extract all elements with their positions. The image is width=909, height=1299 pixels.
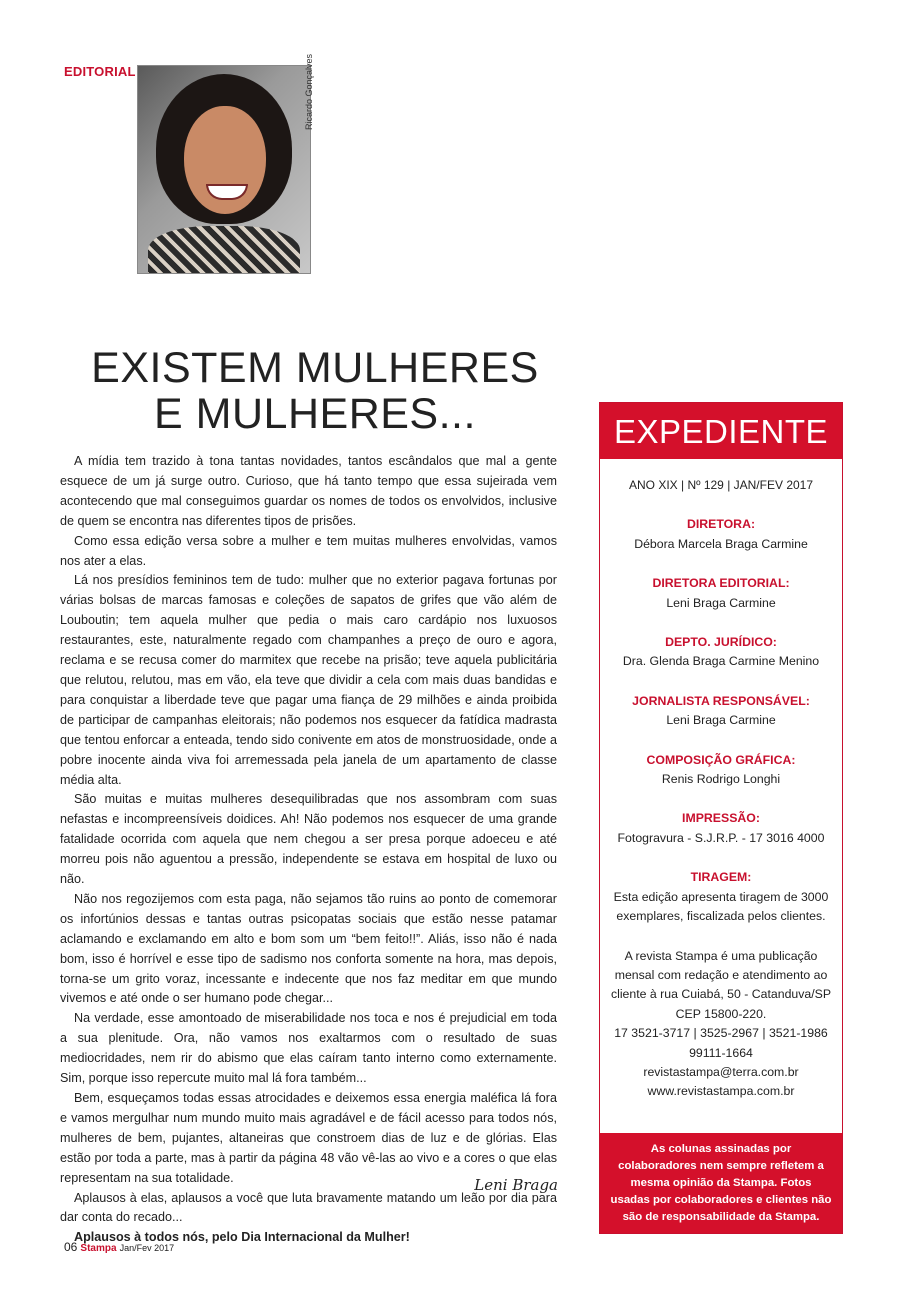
email: revistastampa@terra.com.br <box>643 1064 799 1079</box>
staff-entry <box>600 515 842 554</box>
issue-info: ANO XIX | Nº 129 | JAN/FEV 2017 <box>628 478 814 492</box>
page-footer <box>64 1240 174 1254</box>
article-body <box>60 452 557 1248</box>
staff-entry <box>600 633 842 672</box>
photo-credit: Ricardo Gonçalves <box>304 53 314 130</box>
staff-name: Fotogravura - S.J.R.P. - 17 3016 4000 <box>617 830 825 845</box>
staff-role: DIRETORA EDITORIAL: <box>652 576 790 591</box>
staff-entry <box>600 868 842 926</box>
expediente-title: EXPEDIENTE <box>600 403 842 459</box>
staff-role: TIRAGEM: <box>690 870 752 885</box>
phone-numbers: 17 3521-3717 | 3525-2967 | 3521-1986 <box>614 1026 828 1041</box>
staff-name: Esta edição apresenta tiragem de 3000 exemplares, fiscalizada pelos clientes. <box>613 889 829 924</box>
paragraph: Como essa edição versa sobre a mulher e tem muitas mulheres envolvidas, vamos nos ater a elas. <box>60 533 557 568</box>
staff-name: Renis Rodrigo Longhi <box>661 772 781 787</box>
expediente-box <box>599 402 843 1234</box>
paragraph: São muitas e muitas mulheres desequilibradas que nos assombram com suas nefastas e incompreensíveis doidices. Ah! Não podemos nos esquecer de uma grande fatalidade ocorrida com aquela que nem chegou a ser presa porque adoeceu e até morreu pois não aguentou a pressão, independente se estava em hospital de luxo ou não. <box>60 792 557 887</box>
section-label: EDITORIAL <box>64 64 136 79</box>
paragraph: Aplausos à elas, aplausos a você que luta bravamente matando um leão por dia para dar conta do recado... <box>60 1190 557 1225</box>
closing-line: Aplausos à todos nós, pelo Dia Internacional da Mulher! <box>74 1230 410 1245</box>
staff-role: DEPTO. JURÍDICO: <box>665 635 777 650</box>
magazine-name: Stampa <box>80 1243 117 1254</box>
author-signature: Leni Braga <box>474 1176 558 1194</box>
paragraph: Na verdade, esse amontoado de miserabilidade nos toca e nos é prejudicial em toda a sua plenitude. Ora, não vamos nos exaltarmos com o resultado de suas mediocridades, nem rir do abismo que elas caíram tanto interno como externamente. Sim, porque isso repercute muito mal lá fora também... <box>60 1011 557 1086</box>
headline <box>60 345 570 437</box>
staff-name: Dra. Glenda Braga Carmine Menino <box>622 654 820 669</box>
paragraph: Bem, esqueçamos todas essas atrocidades e deixemos essa energia maléfica lá fora e vamos mergulhar num mundo muito mais agradável e de fácil acesso para todos nós, mulheres de bem, pujantes, altaneiras que constroem dias de luz e de glórias. Elas estão por toda a parte, mas à partir da página 48 vão vê-las ao vivo e a cores o que elas representam na sua totalidade. <box>60 1091 557 1185</box>
staff-entry <box>600 751 842 790</box>
staff-name: Leni Braga Carmine <box>666 595 776 610</box>
staff-entry <box>600 809 842 848</box>
staff-name: Débora Marcela Braga Carmine <box>634 536 808 551</box>
website: www.revistastampa.com.br <box>647 1084 795 1099</box>
page-number: 06 <box>64 1240 78 1254</box>
staff-role: DIRETORA: <box>686 517 756 532</box>
staff-entry <box>600 574 842 613</box>
author-photo <box>137 65 311 274</box>
staff-role: JORNALISTA RESPONSÁVEL: <box>632 693 810 708</box>
staff-role: IMPRESSÃO: <box>682 811 760 826</box>
paragraph: A mídia tem trazido à tona tantas novidades, tantos escândalos que mal a gente esquece de um já surge outro. Curioso, que há tanto tempo que essa sujeirada vem acontecendo que mal conseguimos guardar os nomes de todos os envolvidos, inclusive de quem se encontra nas diferentes tipos de prisões. <box>60 454 557 528</box>
paragraph: Lá nos presídios femininos tem de tudo: mulher que no exterior pagava fortunas por várias bolsas de marcas famosas e coleções de sapatos de grifes que vão além de Louboutin; tem aquela mulher que pedia o mais caro cardápio nos luxuosos restaurantes, este, naturalmente regado com champanhes a preço de ouro e agora, reclama e se recusa comer do marmitex que recebe na prisão; teve aquela publicitária que relutou, relutou, mas em vão, ela teve que dividir a cela com mais duas bandidas e para conquistar a liberdade teve que pagar uma fiança de 29 milhões e ainda proibida de participar de campanhas eleitorais; não podemos nos esquecer da fatídica madrasta que tentou enforcar a enteada, tendo sido conivente em atos de monstruosidade, onde a pobre inocente ainda viva foi arremessada pela janela de um apartamento de classe média alta. <box>60 573 557 787</box>
publication-info <box>600 947 842 1102</box>
paragraph: Não nos regozijemos com esta paga, não sejamos tão ruins ao ponto de comemorar os infortúnios dessas e tantas outras psicopatas sociais que estão nesse patamar aclamando e exclamando em alto e bom som um “bem feito!!”. Aliás, isso não é nada bom, isso é horrível e esse tipo de sadismo nos conforta somente na hora, mas depois, torna-se um grito voraz, incessante e indecente que nos faz meditar em que mundo vivemos e até onde o ser humano pode chegar... <box>60 891 557 1006</box>
headline-line-1: EXISTEM MULHERES <box>91 344 539 392</box>
staff-role: COMPOSIÇÃO GRÁFICA: <box>646 752 796 767</box>
staff-name: Leni Braga Carmine <box>666 713 776 728</box>
mobile-number: 99111-1664 <box>689 1045 753 1060</box>
headline-line-2: E MULHERES... <box>154 390 476 438</box>
address: A revista Stampa é uma publicação mensal com redação e atendimento ao cliente à rua Cuiabá, 50 - Catanduva/SP CEP 15800-220. <box>610 948 832 1021</box>
issue-date: Jan/Fev 2017 <box>119 1243 175 1253</box>
disclaimer-note: As colunas assinadas por colaboradores nem sempre refletem a mesma opinião da Stampa. Fotos usadas por colaboradores e clientes não são de responsabilidade da Stampa. <box>600 1133 842 1233</box>
staff-entry <box>600 692 842 731</box>
